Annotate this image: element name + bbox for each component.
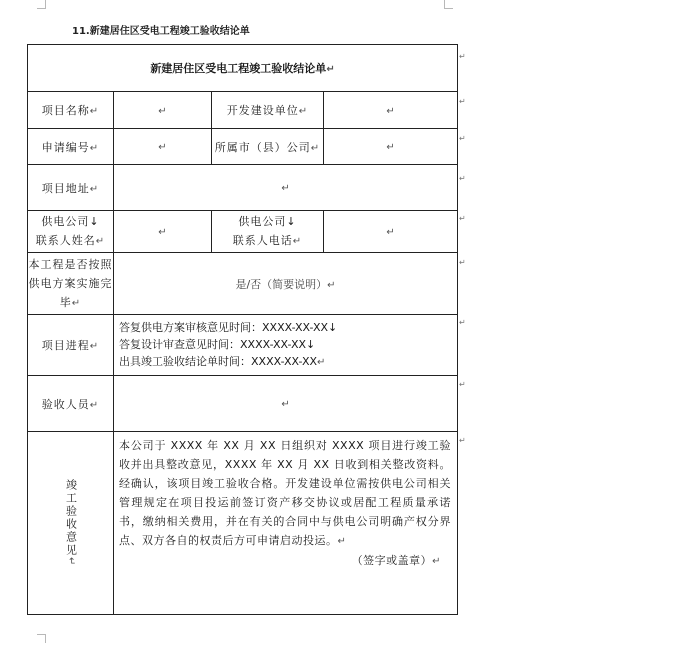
developer-label: 开发建设单位↵ bbox=[212, 92, 324, 129]
plan-completion-label: 本工程是否按照供电方案实施完毕↵ bbox=[28, 253, 114, 315]
branch-company-value[interactable]: ↵ bbox=[324, 129, 458, 165]
right-margin-mark: ↵ bbox=[459, 97, 466, 106]
application-no-value[interactable]: ↵ bbox=[114, 129, 212, 165]
contact-phone-label: 供电公司↓ 联系人电话↵ bbox=[212, 211, 324, 253]
progress-value[interactable] bbox=[114, 315, 458, 376]
address-value[interactable]: ↵ bbox=[114, 165, 458, 211]
project-name-label: 项目名称↵ bbox=[28, 92, 114, 129]
right-margin-mark: ↵ bbox=[459, 258, 466, 267]
progress-line: 出具竣工验收结论单时间：XXXX-XX-XX↵ bbox=[119, 355, 326, 368]
opinion-row bbox=[28, 432, 458, 615]
page-corner-mark bbox=[444, 0, 453, 9]
page-corner-mark bbox=[37, 0, 46, 9]
opinion-text[interactable]: 本公司于 XXXX 年 XX 月 XX 日组织对 XXXX 项目进行竣工验收并出具整改意见，XXXX 年 XX 月 XX 日收到相关整改资料。经确认，该项目竣工验收合格。开发建设单位需按供电公司相关管理规定在项目投运前签订资产移交协议或居配工程质量承诺书，缴纳相关费用，并在有关的合同中与供电公司明确产权分界点、双方各自的权责后方可申请启动投运。↵ （签字或盖章）↵ bbox=[114, 432, 458, 615]
plan-completion-value[interactable]: 是/否（简要说明）↵ bbox=[114, 253, 458, 315]
opinion-label-cell bbox=[28, 432, 114, 615]
opinion-label: 竣工验收意见↵ bbox=[64, 478, 78, 568]
progress-line: 答复设计审查意见时间：XXXX-XX-XX↓ bbox=[119, 338, 316, 351]
inspectors-label: 验收人员↵ bbox=[28, 376, 114, 432]
application-no-label: 申请编号↵ bbox=[28, 129, 114, 165]
project-name-value[interactable]: ↵ bbox=[114, 92, 212, 129]
progress-label: 项目进程↵ bbox=[28, 315, 114, 376]
project-name-row bbox=[28, 92, 458, 129]
right-margin-mark: ↵ bbox=[459, 214, 466, 223]
contact-name-label: 供电公司↓ 联系人姓名↵ bbox=[28, 211, 114, 253]
right-margin-mark: ↵ bbox=[459, 52, 466, 61]
application-row bbox=[28, 129, 458, 165]
address-label: 项目地址↵ bbox=[28, 165, 114, 211]
address-row bbox=[28, 165, 458, 211]
plan-row bbox=[28, 253, 458, 315]
progress-line: 答复供电方案审核意见时间：XXXX-XX-XX↓ bbox=[119, 321, 338, 334]
right-margin-mark: ↵ bbox=[459, 134, 466, 143]
title-row bbox=[28, 45, 458, 92]
right-margin-mark: ↵ bbox=[459, 380, 466, 389]
contact-phone-value[interactable]: ↵ bbox=[324, 211, 458, 253]
branch-company-label: 所属市（县）公司↵ bbox=[212, 129, 324, 165]
inspectors-row bbox=[28, 376, 458, 432]
page-corner-mark bbox=[37, 634, 46, 643]
acceptance-form-table bbox=[27, 44, 458, 615]
right-margin-mark: ↵ bbox=[459, 318, 466, 327]
signature-note: （签字或盖章）↵ bbox=[351, 554, 442, 567]
section-heading: 11.新建居住区受电工程竣工验收结论单 bbox=[72, 26, 250, 37]
contact-name-value[interactable]: ↵ bbox=[114, 211, 212, 253]
right-margin-mark: ↵ bbox=[459, 174, 466, 183]
contact-row bbox=[28, 211, 458, 253]
developer-value[interactable]: ↵ bbox=[324, 92, 458, 129]
progress-row bbox=[28, 315, 458, 376]
inspectors-value[interactable]: ↵ bbox=[114, 376, 458, 432]
form-title: 新建居住区受电工程竣工验收结论单↵ bbox=[28, 45, 458, 92]
right-margin-mark: ↵ bbox=[459, 436, 466, 445]
